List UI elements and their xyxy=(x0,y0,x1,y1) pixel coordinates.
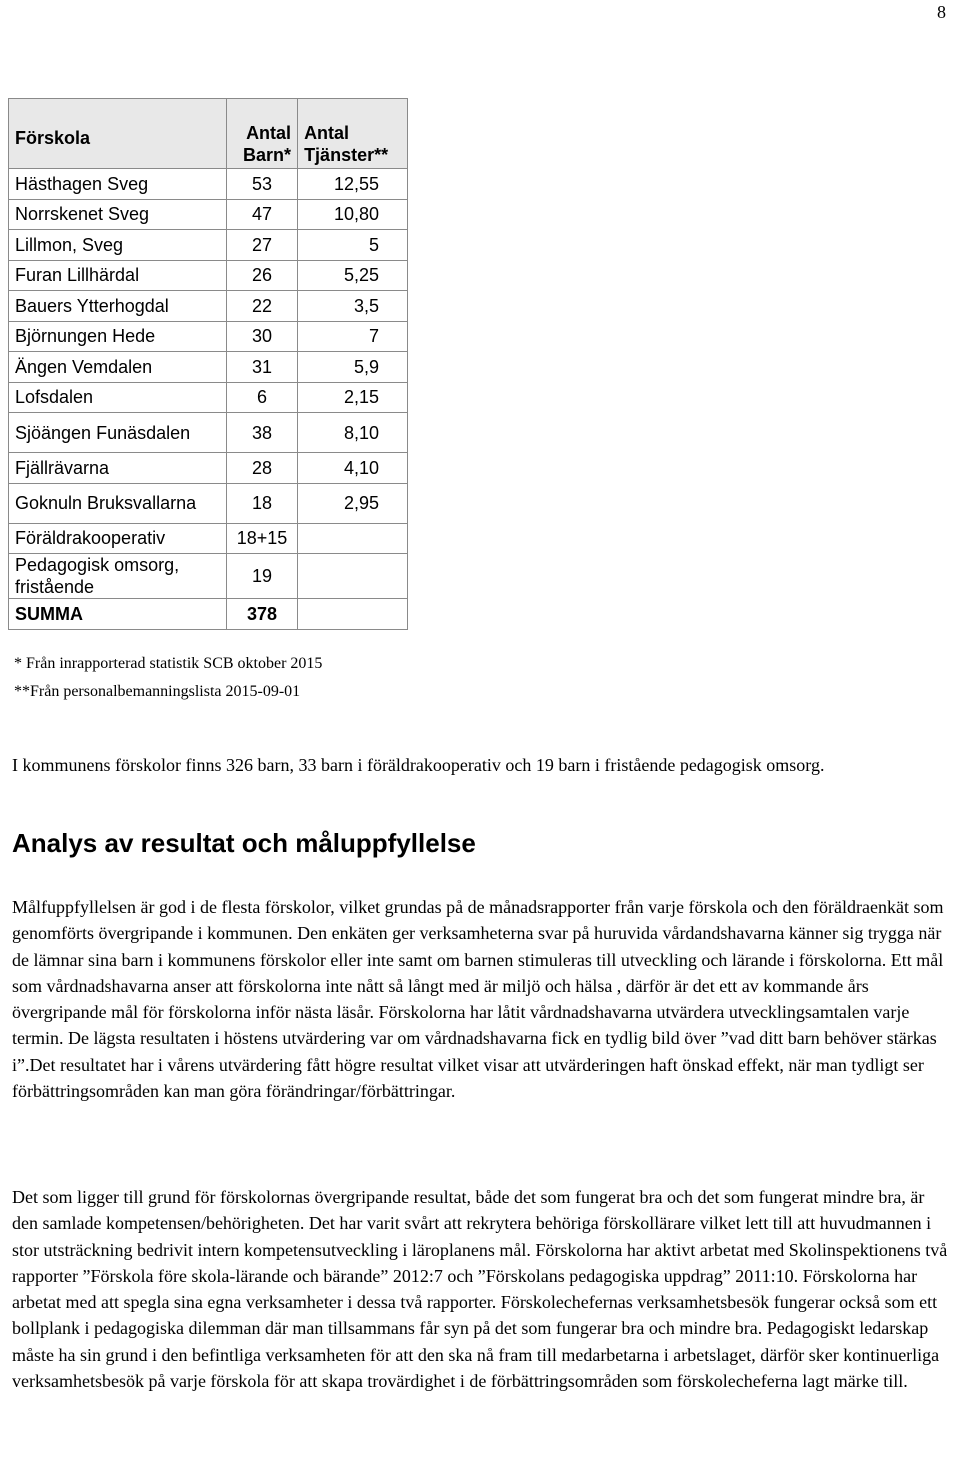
page-number: 8 xyxy=(937,2,946,22)
cell-name: Lofsdalen xyxy=(9,382,227,413)
section-heading: Analys av resultat och måluppfyllelse xyxy=(12,828,476,858)
table-row xyxy=(9,199,408,230)
paragraph-2: Det som ligger till grund för förskolornas övergripande resultat, både det som fungerat bra och det som fungerat mindre bra, är den samlade kompetensen/behörigheten. Det har varit svårt att rekrytera behöriga förskollärare vilket lett till att huvudmannen i stor utsträckning bedrivit intern kompetensutveckling i läroplanens mål. Förskolorna har aktivt arbetat med Skolinspektionens två rapporter ”Förskola före skola-lärande och bärande” 2012:7 och ”Förskolans pedagogiska uppdrag” 2011:10. Förskolorna har arbetat med att spegla sina egna verksamheter i dessa två rapporter. Förskolechefernas verksamhetsbesök fungerar också som ett bollplank i pedagogiska dilemman där man tillsammans får syn på det som fungerar bra och mindre bra. Pedagogiskt ledarskap måste ha sin grund i den befintliga verksamheten för att den ska nå fram till medarbetarna i arbetslaget, därför sker kontinuerliga verksamhetsbesök på varje förskola för att skapa trovärdighet i de förbättringsområden som förskolecheferna lagt märke till. xyxy=(12,1187,948,1392)
cell-name: Sjöängen Funäsdalen xyxy=(9,413,227,453)
cell-tjanster xyxy=(298,599,408,630)
cell-barn: 19 xyxy=(226,554,297,599)
table-row xyxy=(9,382,408,413)
intro-text: I kommunens förskolor finns 326 barn, 33 barn i föräldrakooperativ och 19 barn i fristående pedagogisk omsorg. xyxy=(12,755,825,775)
table-row xyxy=(9,291,408,322)
cell-tjanster xyxy=(298,523,408,554)
cell-barn: 28 xyxy=(226,453,297,484)
paragraph-1: Målfuppfyllelsen är god i de flesta förskolor, vilket grundas på de månadsrapporter från varje förskola och den föräldraenkät som genomförts övergripande i kommunen. Den enkäten ger verksamheterna svar på huruvida vårdandshavarna känner sig trygga när de lämnar sina barn i kommunens förskolor eller inte samt om barnen stimuleras till utveckling och lärande i förskolorna. Ett mål som vårdnadshavarna anser att förskolorna inte nått så långt med är miljö och hälsa , därför är det ett av kommande års övergripande mål för förskolorna inför nästa läsår. Förskolorna har låtit vårdnadshavarna utvärdera utvecklingsamtalen varje termin. De lägsta resultaten i höstens utvärdering var om vårdnadshavarna fick en tydlig bild över ”vad ditt barn behöver stärkas i”.Det resultatet har i vårens utvärdering fått högre resultat vilket visar att utvärderingen haft önskad effekt, när man tydligt ser förbättringsområden kan man göra förändringar/förbättringar. xyxy=(12,897,944,1102)
cell-name: Bauers Ytterhogdal xyxy=(9,291,227,322)
cell-tjanster: 4,10 xyxy=(298,453,408,484)
cell-tjanster: 7 xyxy=(298,321,408,352)
table-row xyxy=(9,523,408,554)
footnote-tjanster: **Från personalbemanningslista 2015-09-01 xyxy=(14,683,301,700)
cell-barn: 38 xyxy=(226,413,297,453)
cell-tjanster: 3,5 xyxy=(298,291,408,322)
header-antal-tjanster: Antal Tjänster** xyxy=(298,99,408,169)
cell-name: Goknuln Bruksvallarna xyxy=(9,483,227,523)
cell-name: Norrskenet Sveg xyxy=(9,199,227,230)
cell-name: Hästhagen Sveg xyxy=(9,169,227,200)
cell-name: Pedagogisk omsorg, fristående xyxy=(9,554,227,599)
cell-tjanster: 5,25 xyxy=(298,260,408,291)
cell-tjanster: 5 xyxy=(298,230,408,261)
cell-tjanster: 12,55 xyxy=(298,169,408,200)
cell-tjanster: 10,80 xyxy=(298,199,408,230)
cell-tjanster xyxy=(298,554,408,599)
preschool-table xyxy=(8,98,408,630)
cell-barn: 18 xyxy=(226,483,297,523)
cell-name: Lillmon, Sveg xyxy=(9,230,227,261)
cell-name: Ängen Vemdalen xyxy=(9,352,227,383)
cell-name: Föräldrakooperativ xyxy=(9,523,227,554)
cell-barn: 53 xyxy=(226,169,297,200)
cell-barn: 27 xyxy=(226,230,297,261)
cell-tjanster: 8,10 xyxy=(298,413,408,453)
header-antal-barn: Antal Barn* xyxy=(226,99,297,169)
cell-barn: 30 xyxy=(226,321,297,352)
table-row xyxy=(9,352,408,383)
table-row xyxy=(9,260,408,291)
table-row xyxy=(9,321,408,352)
cell-tjanster: 2,15 xyxy=(298,382,408,413)
table-row-summa xyxy=(9,599,408,630)
cell-name: Fjällrävarna xyxy=(9,453,227,484)
cell-barn: 378 xyxy=(226,599,297,630)
header-forskola: Förskola xyxy=(9,99,227,169)
table-header-row xyxy=(9,99,408,169)
cell-barn: 47 xyxy=(226,199,297,230)
cell-name: Furan Lillhärdal xyxy=(9,260,227,291)
cell-barn: 26 xyxy=(226,260,297,291)
cell-name: Björnungen Hede xyxy=(9,321,227,352)
table-row xyxy=(9,453,408,484)
table-row xyxy=(9,483,408,523)
table-row xyxy=(9,554,408,599)
cell-tjanster: 5,9 xyxy=(298,352,408,383)
table-row xyxy=(9,413,408,453)
table-row xyxy=(9,169,408,200)
table-row xyxy=(9,230,408,261)
cell-barn: 22 xyxy=(226,291,297,322)
cell-tjanster: 2,95 xyxy=(298,483,408,523)
cell-barn: 31 xyxy=(226,352,297,383)
cell-barn: 18+15 xyxy=(226,523,297,554)
cell-barn: 6 xyxy=(226,382,297,413)
footnote-barn: * Från inrapporterad statistik SCB oktober 2015 xyxy=(14,655,323,672)
cell-name: SUMMA xyxy=(9,599,227,630)
